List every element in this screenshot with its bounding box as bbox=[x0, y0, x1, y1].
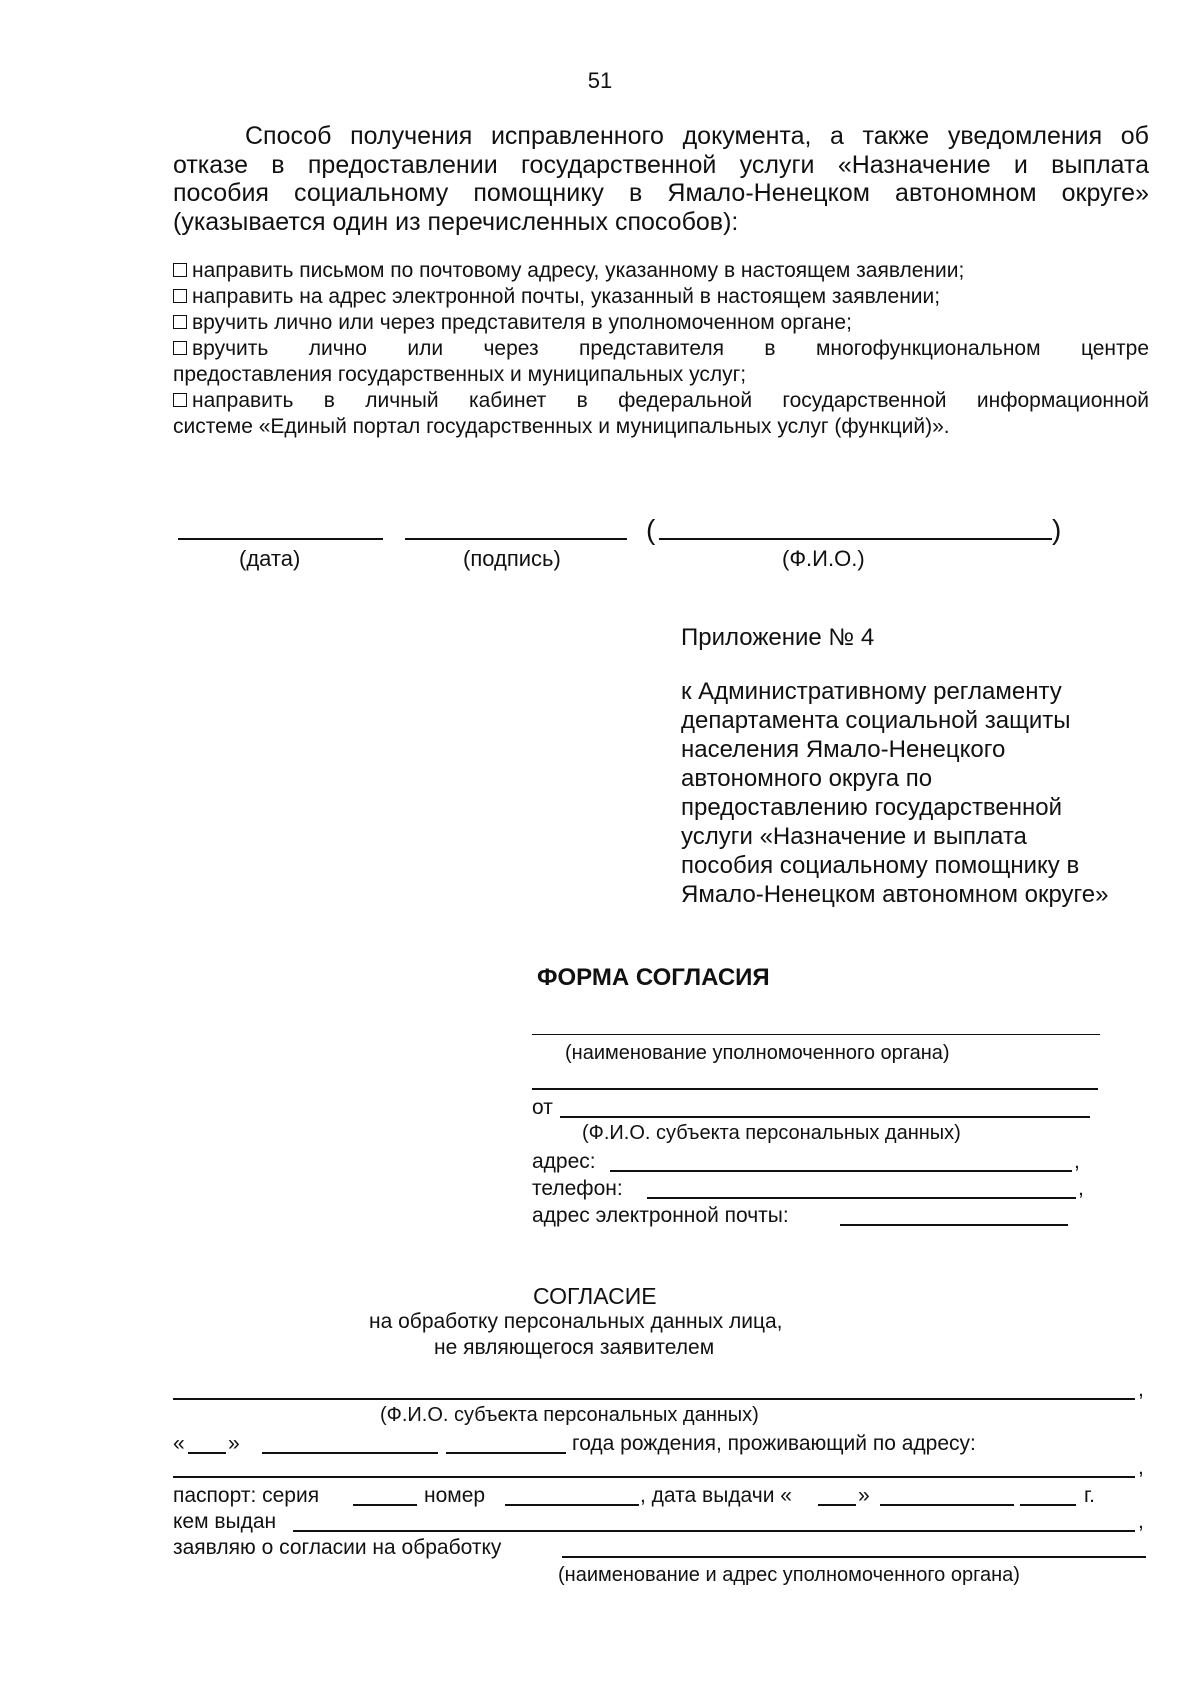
issue-day-line[interactable] bbox=[818, 1504, 856, 1506]
address-label: адрес: bbox=[532, 1150, 596, 1173]
birth-year-line[interactable] bbox=[446, 1452, 566, 1454]
issued-by-label: кем выдан bbox=[173, 1510, 277, 1533]
appendix-title: Приложение № 4 bbox=[681, 624, 875, 651]
passport-series-label: паспорт: серия bbox=[173, 1484, 320, 1507]
issue-year-line[interactable] bbox=[1020, 1504, 1076, 1506]
date-caption: (дата) bbox=[239, 546, 301, 571]
consent-subtitle-2: не являющегося заявителем bbox=[434, 1336, 715, 1359]
signature-caption: (подпись) bbox=[463, 546, 561, 571]
intro-line-1: Способ получения исправленного документа, а также уведомления об bbox=[245, 122, 1149, 150]
issued-by-comma: , bbox=[1138, 1510, 1144, 1533]
checkbox[interactable] bbox=[173, 289, 187, 303]
issue-date-label: , дата выдачи « bbox=[640, 1484, 792, 1507]
option-portal bbox=[173, 388, 1149, 440]
address-line[interactable] bbox=[610, 1170, 1072, 1172]
intro-line-3: пособия социальному помощнику в Ямало-Ненецком автономном округе» bbox=[173, 179, 1149, 207]
option-label: направить письмом по почтовому адресу, указанному в настоящем заявлении; bbox=[192, 259, 965, 282]
phone-comma: , bbox=[1078, 1177, 1084, 1200]
email-line[interactable] bbox=[840, 1224, 1068, 1226]
option-label-cont: предоставления государственных и муниципальных услуг; bbox=[173, 363, 747, 386]
appendix-line: Ямало-Ненецком автономном округе» bbox=[681, 881, 1109, 908]
option-label: направить в личный кабинет в федеральной государственной информационной bbox=[192, 389, 1149, 412]
checkbox[interactable] bbox=[173, 341, 187, 355]
passport-number-label: номер bbox=[424, 1484, 486, 1507]
issue-month-line[interactable] bbox=[880, 1504, 1014, 1506]
consent-fio-comma: , bbox=[1138, 1378, 1144, 1401]
intro-paragraph bbox=[173, 122, 1149, 236]
option-label: вручить лично или через представителя в уполномоченном органе; bbox=[192, 311, 852, 334]
option-mfc bbox=[173, 336, 1149, 388]
option-label-cont: системе «Единый портал государственных и муниципальных услуг (функций)». bbox=[173, 415, 950, 438]
consent-subtitle-1: на обработку персональных данных лица, bbox=[369, 1310, 783, 1333]
consent-fio-line[interactable] bbox=[173, 1398, 1135, 1400]
option-mail bbox=[173, 258, 1149, 284]
checkbox[interactable] bbox=[173, 393, 187, 407]
issued-by-line[interactable] bbox=[293, 1530, 1135, 1532]
page-number: 51 bbox=[587, 68, 613, 93]
checkbox[interactable] bbox=[173, 315, 187, 329]
option-label: направить на адрес электронной почты, указанный в настоящем заявлении; bbox=[192, 285, 941, 308]
fio-caption: (Ф.И.О.) bbox=[782, 546, 865, 571]
intro-line-4: (указывается один из перечисленных способов): bbox=[173, 207, 739, 236]
from-line-2[interactable] bbox=[560, 1116, 1090, 1118]
email-label: адрес электронной почты: bbox=[532, 1204, 789, 1227]
close-paren: ) bbox=[1052, 514, 1062, 545]
subject-caption: (Ф.И.О. субъекта персональных данных) bbox=[582, 1122, 961, 1144]
declare-text: заявляю о согласии на обработку bbox=[173, 1536, 502, 1559]
intro-line-2: отказе в предоставлении государственной услуги «Назначение и выплата bbox=[173, 150, 1149, 179]
appendix-line: автономного округа по bbox=[681, 765, 933, 792]
option-label: вручить лично или через представителя в многофункциональном центре bbox=[192, 337, 1149, 360]
passport-number-line[interactable] bbox=[505, 1504, 639, 1506]
year-abbr: г. bbox=[1084, 1484, 1095, 1507]
fio-line[interactable] bbox=[659, 538, 1052, 540]
birth-text: года рождения, проживающий по адресу: bbox=[572, 1432, 976, 1455]
residence-comma: , bbox=[1138, 1456, 1144, 1479]
phone-label: телефон: bbox=[532, 1177, 623, 1200]
declare-organ-line[interactable] bbox=[562, 1556, 1146, 1558]
open-paren: ( bbox=[646, 514, 656, 545]
form-title: ФОРМА СОГЛАСИЯ bbox=[537, 964, 770, 991]
declare-organ-caption: (наименование и адрес уполномоченного органа) bbox=[558, 1564, 1020, 1586]
organ-line[interactable] bbox=[532, 1034, 1100, 1035]
appendix-line: к Административному регламенту bbox=[681, 678, 1062, 705]
option-email bbox=[173, 284, 1149, 310]
passport-series-line[interactable] bbox=[353, 1504, 417, 1506]
birth-quote-close: » bbox=[228, 1432, 240, 1455]
residence-line[interactable] bbox=[173, 1476, 1135, 1478]
appendix-body bbox=[681, 677, 1171, 909]
option-in-person bbox=[173, 310, 1149, 336]
consent-subject-caption: (Ф.И.О. субъекта персональных данных) bbox=[380, 1404, 759, 1426]
appendix-line: пособия социальному помощнику в bbox=[681, 852, 1080, 879]
consent-title: СОГЛАСИЕ bbox=[533, 1283, 657, 1309]
organ-caption: (наименование уполномоченного органа) bbox=[565, 1042, 950, 1064]
signature-line[interactable] bbox=[405, 538, 627, 540]
address-comma: , bbox=[1074, 1150, 1080, 1173]
birth-day-line[interactable] bbox=[188, 1452, 226, 1454]
phone-line[interactable] bbox=[647, 1197, 1076, 1199]
date-line[interactable] bbox=[178, 538, 383, 540]
checkbox[interactable] bbox=[173, 263, 187, 277]
from-label: от bbox=[532, 1096, 553, 1119]
appendix-line: услуги «Назначение и выплата bbox=[681, 823, 1027, 850]
appendix-line: департамента социальной защиты bbox=[681, 707, 1071, 734]
issue-quote-close: » bbox=[858, 1484, 870, 1507]
birth-quote-open: « bbox=[173, 1432, 185, 1455]
appendix-line: предоставлению государственной bbox=[681, 794, 1063, 821]
appendix-line: населения Ямало-Ненецкого bbox=[681, 736, 1006, 763]
birth-month-line[interactable] bbox=[262, 1452, 438, 1454]
from-line-1[interactable] bbox=[532, 1088, 1098, 1090]
